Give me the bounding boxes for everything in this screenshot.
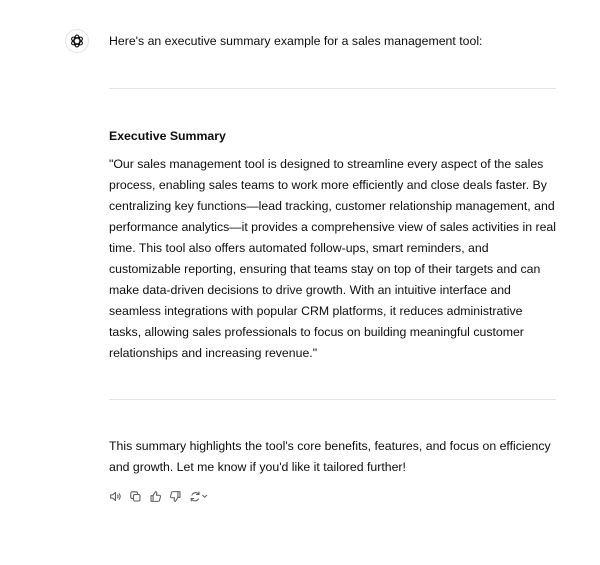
regenerate-icon (189, 490, 209, 503)
read-aloud-icon (109, 490, 122, 503)
summary-heading: Executive Summary (109, 129, 226, 143)
copy-icon (129, 490, 142, 503)
message-intro: Here's an executive summary example for a sales management tool: (109, 34, 483, 48)
openai-logo-icon (69, 33, 85, 49)
regenerate-button[interactable] (189, 488, 209, 504)
copy-button[interactable] (129, 488, 142, 504)
good-response-button[interactable] (149, 488, 162, 504)
thumbs-up-icon (149, 490, 162, 503)
summary-body: "Our sales management tool is designed to streamline every aspect of the sales process, enabling sales teams to work more efficiently and close deals faster. By centralizing key functions—lead tracking, customer relationship management, and performance analytics—it provides a comprehensive view of sales activities in real time. This tool also offers automated follow-ups, smart reminders, and customizable reporting, ensuring that teams stay on top of their targets and can make data-driven decisions to drive growth. With an intuitive interface and seamless integrations with popular CRM platforms, it reduces administrative tasks, allowing sales professionals to focus on building meaningful customer relationships and increasing revenue." (109, 157, 556, 360)
message-closing: This summary highlights the tool's core benefits, features, and focus on efficiency and growth. Let me know if you'd like it tailored further! (109, 439, 551, 474)
assistant-avatar (65, 29, 89, 53)
bad-response-button[interactable] (169, 488, 182, 504)
thumbs-down-icon (169, 490, 182, 503)
chevron-down-icon (203, 495, 207, 497)
divider (109, 88, 556, 89)
divider (109, 399, 556, 400)
message-actions (109, 488, 556, 504)
read-aloud-button[interactable] (109, 488, 122, 504)
assistant-message (109, 31, 556, 504)
